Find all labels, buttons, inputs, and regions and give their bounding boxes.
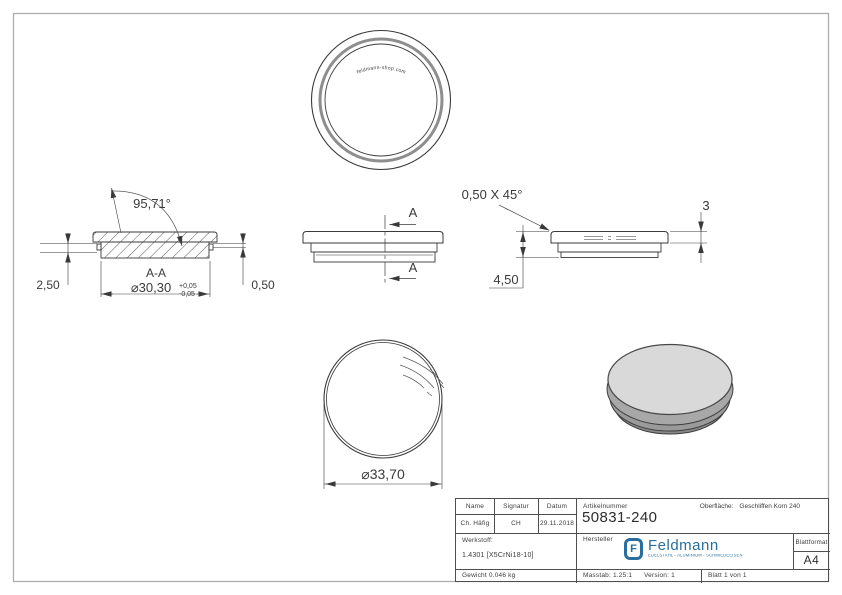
dim-left-label: 2,50 xyxy=(36,278,60,292)
name-label: Name xyxy=(465,503,485,510)
section-arrow-label-bottom: A xyxy=(408,260,418,275)
drawing-frame xyxy=(14,14,829,582)
logo-name: Feldmann xyxy=(648,536,719,554)
signatur-value: CH xyxy=(511,520,521,527)
blatt-value: Blatt 1 von 1 xyxy=(708,572,747,579)
section-diameter-label: ⌀30,30 xyxy=(130,280,172,295)
dim-plate-thickness-label: 3 xyxy=(702,198,710,213)
feldmann-logo-icon xyxy=(624,538,643,560)
title-block xyxy=(455,498,829,582)
name-value: Ch. Häfig xyxy=(460,520,490,527)
version-value: Version: 1 xyxy=(644,572,675,579)
engraving-edge-lines xyxy=(584,237,636,240)
gewicht-value: Gewicht 0.046 kg xyxy=(462,572,516,579)
divider xyxy=(576,499,577,583)
divider xyxy=(701,569,702,583)
blattformat-value: A4 xyxy=(803,553,820,567)
right-side-view xyxy=(462,187,710,288)
dim-right-label: 0,50 xyxy=(251,278,275,292)
werkstoff-value: 1.4301 [X5CrNi18-10] xyxy=(462,552,534,559)
iso-render xyxy=(607,345,733,435)
datum-label: Datum xyxy=(546,503,568,510)
section-cross-section xyxy=(93,232,217,258)
oberflaeche xyxy=(694,503,800,510)
section-name-label: A-A xyxy=(145,266,167,280)
artikelnummer-value: 50831-240 xyxy=(582,509,658,526)
divider xyxy=(456,569,830,570)
feldmann-logo xyxy=(624,538,787,560)
hersteller-label: Hersteller xyxy=(583,536,613,543)
dim-total-height-label: 4,50 xyxy=(493,272,519,287)
section-view xyxy=(36,188,275,298)
werkstoff-label: Werkstoff: xyxy=(462,537,494,544)
angle-label: 95,71° xyxy=(133,196,171,211)
divider xyxy=(456,533,830,534)
bottom-view xyxy=(324,340,444,489)
logo-initial: F xyxy=(630,543,637,555)
tolerance-minus: -0,05 xyxy=(179,291,195,298)
chamfer-label: 0,50 X 45° xyxy=(461,187,523,202)
blattformat-label: Blattformat xyxy=(795,538,828,546)
datum-value: 29.11.2018 xyxy=(539,520,575,527)
artikelnummer-label: Artikelnummer xyxy=(583,503,628,510)
masstab-value: Masstab: 1.25:1 xyxy=(583,572,633,579)
logo-text xyxy=(648,536,787,560)
top-view xyxy=(312,31,451,170)
tolerance-plus: +0,05 xyxy=(179,283,197,290)
signatur-label: Signatur xyxy=(503,503,529,510)
oberflaeche-value: Geschliffen Korn 240 xyxy=(739,503,800,510)
dim-plate-thickness xyxy=(670,212,707,263)
logo-tagline: EDELSTAHL - ALUMINIUM - SCHMIEDEEISEN xyxy=(648,553,743,558)
engraving-text: feldmann-shop.com xyxy=(356,64,407,76)
dim-outer-diameter-label: ⌀33,70 xyxy=(361,466,405,482)
chamfer-leader xyxy=(499,205,550,231)
section-arrow-label-top: A xyxy=(408,205,418,220)
side-view xyxy=(303,205,443,284)
oberflaeche-label: Oberfläche: xyxy=(699,503,734,510)
